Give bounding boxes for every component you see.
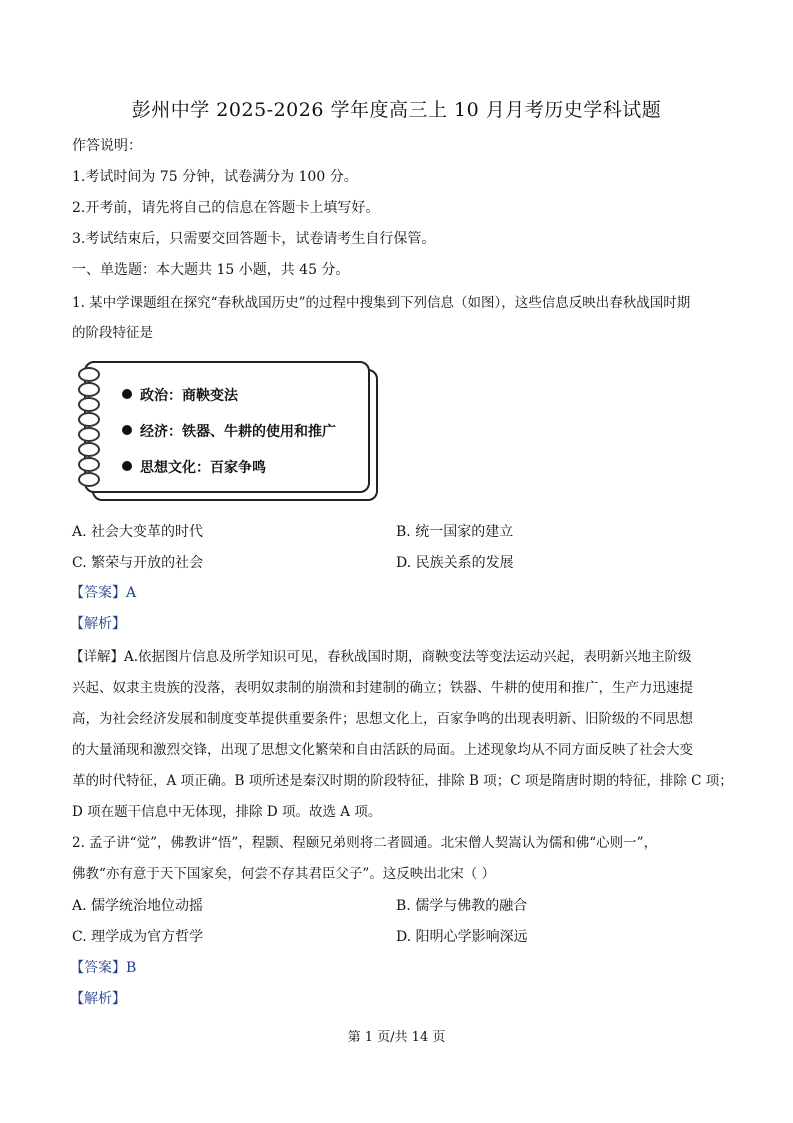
spiral-ring-icon <box>78 382 100 397</box>
spiral-ring-icon <box>78 472 100 487</box>
spiral-ring-icon <box>78 412 100 427</box>
exam-title: 彭州中学 2025-2026 学年度高三上 10 月月考历史学科试题 <box>131 99 662 121</box>
q1-detail-line: 的大量涌现和激烈交锋，出现了思想文化繁荣和自由活跃的局面。上述现象均从不同方面反映了社会大变 <box>72 742 693 758</box>
instruction-item: 3.考试结束后，只需要交回答题卡，试卷请考生自行保管。 <box>72 231 436 247</box>
instruction-item: 1.考试时间为 75 分钟，试卷满分为 100 分。 <box>72 169 358 185</box>
figure-item: 经济：铁器、牛耕的使用和推广 <box>122 421 336 441</box>
q2-stem-line2: 佛教“亦有意于天下国家矣，何尝不存其君臣父子”。这反映出北宋（ ） <box>72 866 496 882</box>
q2-analysis-tag: 【解析】 <box>70 991 126 1007</box>
bullet-icon <box>122 389 132 399</box>
section-heading: 一、单选题：本大题共 15 小题，共 45 分。 <box>72 262 350 278</box>
q2-option-c: C. 理学成为官方哲学 <box>72 929 204 945</box>
q1-analysis-tag: 【解析】 <box>70 616 126 632</box>
spiral-ring-icon <box>78 457 100 472</box>
bullet-icon <box>122 461 132 471</box>
q1-detail-line: 【详解】A.依据图片信息及所学知识可见，春秋战国时期，商鞅变法等变法运动兴起，表明新兴地主阶级 <box>70 649 692 665</box>
q1-option-a: A. 社会大变革的时代 <box>72 524 204 540</box>
q2-answer: 【答案】B <box>70 960 137 976</box>
instructions-heading: 作答说明： <box>72 138 142 154</box>
q1-stem-line2: 的阶段特征是 <box>72 325 153 341</box>
instruction-item: 2.开考前，请先将自己的信息在答题卡上填写好。 <box>72 200 380 216</box>
q1-detail-line: 革的时代特征，A 项正确。B 项所述是秦汉时期的阶段特征，排除 B 项；C 项是隋唐时期的特征，排除 C 项； <box>72 773 733 789</box>
q1-detail-line: 高，为社会经济发展和制度变革提供重要条件；思想文化上，百家争鸣的出现表明新、旧阶级的不同思想 <box>72 711 693 727</box>
figure-item: 思想文化：百家争鸣 <box>122 457 266 477</box>
figure-item: 政治：商鞅变法 <box>122 385 238 405</box>
q2-option-d: D. 阳明心学影响深远 <box>396 929 528 945</box>
q2-option-b: B. 儒学与佛教的融合 <box>396 898 528 914</box>
spiral-ring-icon <box>78 442 100 457</box>
q1-option-c: C. 繁荣与开放的社会 <box>72 555 204 571</box>
page-footer: 第 1 页/共 14 页 <box>347 1030 446 1045</box>
q1-figure-notebook <box>78 361 378 499</box>
q1-detail-line: 兴起、奴隶主贵族的没落，表明奴隶制的崩溃和封建制的确立；铁器、牛耕的使用和推广，生产力迅速提 <box>72 680 693 696</box>
bullet-icon <box>122 425 132 435</box>
q1-option-b: B. 统一国家的建立 <box>396 524 514 540</box>
q1-option-d: D. 民族关系的发展 <box>396 555 514 571</box>
spiral-ring-icon <box>78 367 100 382</box>
q1-detail-line: D 项在题干信息中无体现，排除 D 项。故选 A 项。 <box>72 804 382 820</box>
q2-stem-line1: 2. 孟子讲“觉”，佛教讲“悟”，程颢、程颐兄弟则将二者圆通。北宋僧人契嵩认为儒和佛“心则一”， <box>72 835 658 851</box>
q2-option-a: A. 儒学统治地位动摇 <box>72 898 204 914</box>
q1-stem-line1: 1. 某中学课题组在探究“春秋战国历史”的过程中搜集到下列信息（如图），这些信息反映出春秋战国时期 <box>72 295 691 311</box>
q1-answer: 【答案】A <box>70 585 137 601</box>
spiral-ring-icon <box>78 427 100 442</box>
spiral-ring-icon <box>78 397 100 412</box>
